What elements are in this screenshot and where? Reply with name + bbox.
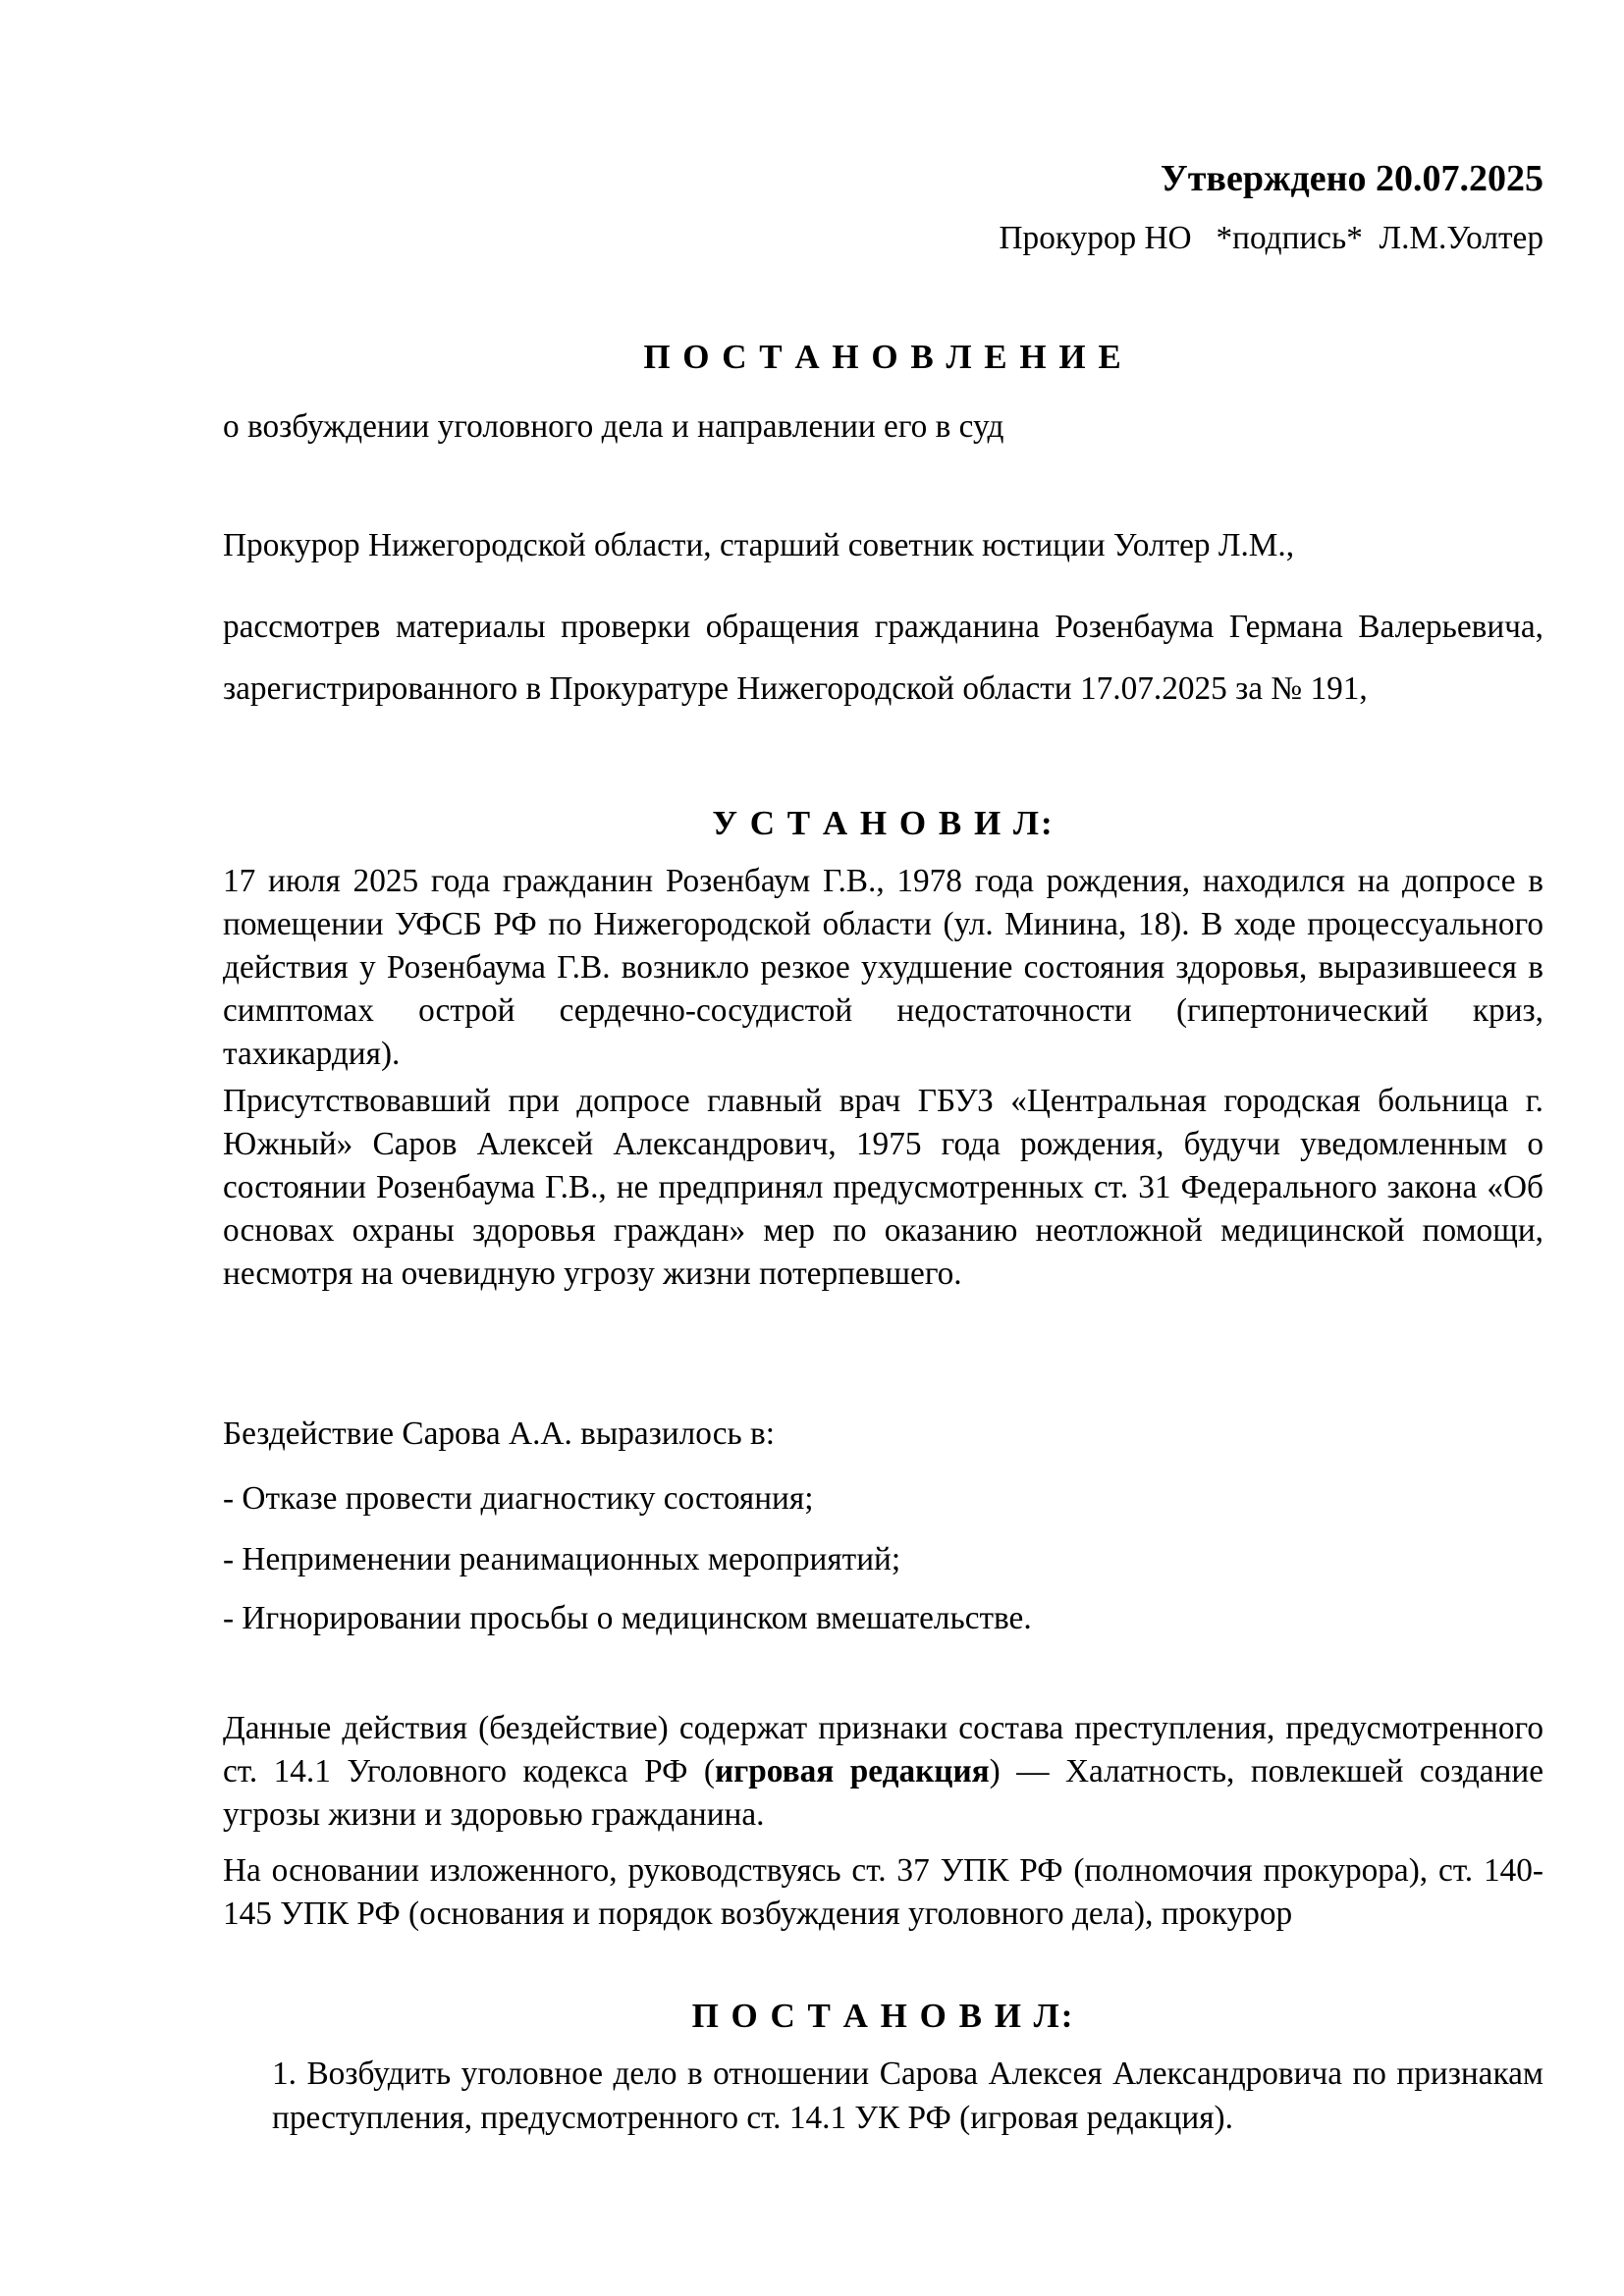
- qualification-bold-fragment: игровая редакция: [714, 1753, 990, 1789]
- qualification-text-before: Данные действия (бездействие) содержат признаки состава преступления, предусмотренного ст. 14.1 Уголовного кодекса РФ (: [223, 1710, 1543, 1789]
- qualification-text-after: ) — Халатность, повлекшей создание угрозы жизни и здоровью гражданина.: [223, 1753, 1543, 1833]
- qualification-paragraph: [223, 1707, 1543, 1837]
- prosecutor-intro-paragraph: Прокурор Нижегородской области, старший советник юстиции Уолтер Л.М.,: [223, 527, 1295, 563]
- inaction-intro-line: Бездействие Сарова А.А. выразилось в:: [223, 1415, 775, 1452]
- postanovil-heading: П О С Т А Н О В И Л:: [691, 1997, 1075, 2035]
- ustanovil-heading: У С Т А Н О В И Л:: [712, 804, 1055, 842]
- legal-basis-paragraph: На основании изложенного, руководствуясь ст. 37 УПК РФ (полномочия прокурора), ст. 140-145 УПК РФ (основания и порядок возбуждения уголовного дела), прокурор: [223, 1852, 1543, 1932]
- document-subtitle: о возбуждении уголовного дела и направлении его в суд: [223, 408, 1004, 445]
- incident-paragraph: 17 июля 2025 года гражданин Розенбаум Г.В., 1978 года рождения, находился на допросе в помещении УФСБ РФ по Нижегородской области (ул. Минина, 18). В ходе процессуального действия у Розенбаума Г.В. возникло резкое ухудшение состояния здоровья, выразившееся в симптомах острой сердечно-сосудистой недостаточности (гипертонический криз, тахикардия).: [223, 863, 1543, 1072]
- inaction-list-item: - Неприменении реанимационных мероприятий;: [223, 1541, 901, 1577]
- approval-signature-line: Прокурор НО *подпись* Л.М.Уолтер: [999, 220, 1543, 256]
- document-title: П О С Т А Н О В Л Е Н И Е: [643, 338, 1123, 376]
- inaction-list-item: - Игнорировании просьбы о медицинском вмешательстве.: [223, 1600, 1032, 1636]
- case-review-paragraph: рассмотрев материалы проверки обращения гражданина Розенбаума Германа Валерьевича, зарегистрированного в Прокуратуре Нижегородской области 17.07.2025 за № 191,: [223, 609, 1543, 707]
- resolution-item-1: 1. Возбудить уголовное дело в отношении Сарова Алексея Александровича по признакам преступления, предусмотренного ст. 14.1 УК РФ (игровая редакция).: [272, 2056, 1543, 2136]
- approval-date-line: Утверждено 20.07.2025: [1160, 158, 1543, 199]
- inaction-list-item: - Отказе провести диагностику состояния;: [223, 1480, 814, 1517]
- doctor-inaction-paragraph: Присутствовавший при допросе главный врач ГБУЗ «Центральная городская больница г. Южный» Саров Алексей Александрович, 1975 года рождения, будучи уведомленным о состоянии Розенбаума Г.В., не предпринял предусмотренных ст. 31 Федерального закона «Об основах охраны здоровья граждан» мер по оказанию неотложной медицинской помощи, несмотря на очевидную угрозу жизни потерпевшего.: [223, 1083, 1543, 1292]
